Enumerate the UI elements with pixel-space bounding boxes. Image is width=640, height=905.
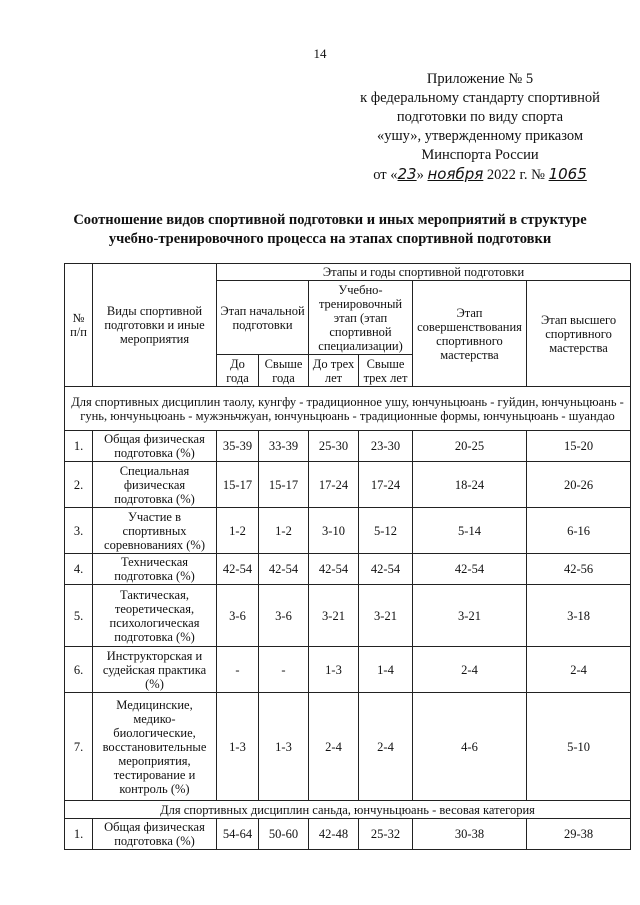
value-cell: 54-64 (217, 819, 259, 850)
value-cell: 2-4 (309, 693, 359, 801)
date-mid: » (416, 167, 424, 183)
order-date-line (330, 165, 630, 185)
table-row (65, 554, 631, 585)
value-cell: 3-21 (413, 585, 527, 647)
header-stages: Этапы и годы спортивной подготовки (217, 264, 631, 281)
appendix-line-2: к федеральному стандарту спортивной (360, 90, 600, 106)
value-cell: 42-56 (527, 554, 631, 585)
table-row (65, 647, 631, 693)
appendix-line-5: Минспорта России (421, 147, 539, 163)
header-kinds: Виды спортивной подготовки и иные мероприятия (93, 264, 217, 387)
row-name: Участие в спортивных соревнованиях (%) (93, 508, 217, 554)
section-header-sanda: Для спортивных дисциплин саньда, юнчуньцюань - весовая категория (65, 801, 631, 819)
row-number: 4. (65, 554, 93, 585)
value-cell: 5-12 (359, 508, 413, 554)
header-training-stage: Учебно-тренировочный этап (этап спортивной специализации) (309, 281, 413, 355)
value-cell: 20-26 (527, 462, 631, 508)
table-row (65, 585, 631, 647)
row-name: Специальная физическая подготовка (%) (93, 462, 217, 508)
value-cell: 1-3 (259, 693, 309, 801)
value-cell: 42-54 (309, 554, 359, 585)
header-improvement-stage: Этап совершенствования спортивного мастерства (413, 281, 527, 387)
table-row (65, 431, 631, 462)
handwritten-month: ноября (427, 165, 484, 183)
value-cell: 2-4 (359, 693, 413, 801)
value-cell: 30-38 (413, 819, 527, 850)
value-cell: 25-32 (359, 819, 413, 850)
value-cell: 3-21 (359, 585, 413, 647)
value-cell: 50-60 (259, 819, 309, 850)
value-cell: 1-2 (217, 508, 259, 554)
value-cell: 3-6 (259, 585, 309, 647)
header-initial-stage: Этап начальной подготовки (217, 281, 309, 355)
value-cell: 42-54 (359, 554, 413, 585)
appendix-line-1: Приложение № 5 (426, 71, 534, 87)
value-cell: 5-14 (413, 508, 527, 554)
value-cell: 15-20 (527, 431, 631, 462)
value-cell: 3-21 (309, 585, 359, 647)
header-over-three-years: Свыше трех лет (359, 355, 413, 387)
table-row (65, 462, 631, 508)
header-number: № п/п (65, 264, 93, 387)
value-cell: 29-38 (527, 819, 631, 850)
appendix-line-3: подготовки по виду спорта (396, 109, 564, 125)
table-row (65, 819, 631, 850)
document-title (40, 211, 620, 249)
value-cell: 20-25 (413, 431, 527, 462)
value-cell: 23-30 (359, 431, 413, 462)
value-cell: 2-4 (413, 647, 527, 693)
value-cell: 3-10 (309, 508, 359, 554)
value-cell: 18-24 (413, 462, 527, 508)
value-cell: 42-54 (413, 554, 527, 585)
page-number: 14 (313, 46, 327, 61)
handwritten-day: 23 (397, 165, 417, 183)
row-number: 1. (65, 819, 93, 850)
row-number: 6. (65, 647, 93, 693)
handwritten-order-number: 1065 (548, 165, 587, 183)
section-header-taolu: Для спортивных дисциплин таолу, кунгфу - традиционное ушу, юнчуньцюань - гуйдин, юнчуньцюань - гунь, юнчуньцюань - мужэньчжуан, юнчуньцюань - традиционные формы, юнчуньцюань - шуандао (65, 387, 631, 431)
value-cell: 17-24 (309, 462, 359, 508)
value-cell: 1-4 (359, 647, 413, 693)
value-cell: - (259, 647, 309, 693)
value-cell: 15-17 (259, 462, 309, 508)
value-cell: 6-16 (527, 508, 631, 554)
value-cell: 4-6 (413, 693, 527, 801)
table-row (65, 508, 631, 554)
value-cell: 42-54 (217, 554, 259, 585)
value-cell: 42-48 (309, 819, 359, 850)
appendix-line-4: «ушу», утвержденному приказом (376, 128, 583, 144)
training-ratio-table (64, 263, 631, 850)
row-name: Тактическая, теоретическая, психологическая подготовка (%) (93, 585, 217, 647)
value-cell: 17-24 (359, 462, 413, 508)
title-line-1: Соотношение видов спортивной подготовки и иных мероприятий в структуре (73, 212, 587, 228)
value-cell: 33-39 (259, 431, 309, 462)
value-cell: 1-3 (217, 693, 259, 801)
row-name: Медицинские, медико-биологические, восстановительные мероприятия, тестирование и контроль (%) (93, 693, 217, 801)
appendix-block (330, 70, 630, 185)
value-cell: 25-30 (309, 431, 359, 462)
row-name: Общая физическая подготовка (%) (93, 819, 217, 850)
title-line-2: учебно-тренировочного процесса на этапах спортивной подготовки (108, 231, 552, 247)
value-cell: 42-54 (259, 554, 309, 585)
value-cell: 35-39 (217, 431, 259, 462)
header-highest-stage: Этап высшего спортивного мастерства (527, 281, 631, 387)
row-name: Техническая подготовка (%) (93, 554, 217, 585)
value-cell: 3-6 (217, 585, 259, 647)
year-text: 2022 г. № (486, 167, 545, 183)
row-name: Инструкторская и судейская практика (%) (93, 647, 217, 693)
header-up-to-three-years: До трех лет (309, 355, 359, 387)
date-prefix: от « (373, 167, 398, 183)
row-number: 1. (65, 431, 93, 462)
row-number: 3. (65, 508, 93, 554)
row-number: 7. (65, 693, 93, 801)
row-number: 2. (65, 462, 93, 508)
header-up-to-year: До года (217, 355, 259, 387)
row-number: 5. (65, 585, 93, 647)
header-over-year: Свыше года (259, 355, 309, 387)
value-cell: 5-10 (527, 693, 631, 801)
value-cell: 1-3 (309, 647, 359, 693)
row-name: Общая физическая подготовка (%) (93, 431, 217, 462)
value-cell: 2-4 (527, 647, 631, 693)
value-cell: 3-18 (527, 585, 631, 647)
value-cell: 15-17 (217, 462, 259, 508)
value-cell: - (217, 647, 259, 693)
table-row (65, 693, 631, 801)
value-cell: 1-2 (259, 508, 309, 554)
